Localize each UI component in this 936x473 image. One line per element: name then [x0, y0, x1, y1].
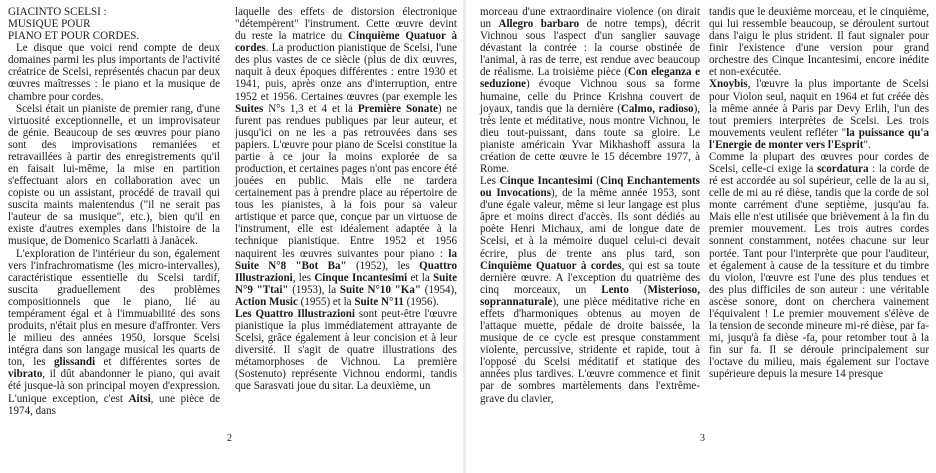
paragraph: morceau d'une extraordinaire violence (on dirait un Allegro barbaro de notre temps), décrit Vichnou sous l'aspect d'un sanglier sauvage dévastant la contrée : la course obstinée de l'animal, à ras de terre, est rendue avec beaucoup de réalisme. La troisième pièce (Con eleganza e seduzione) évoque Vichnou sous sa forme humaine, celle du Prince Krishna couvert de joyaux, tandis que la dernière (Calmo, radioso), très lente et méditative, nous montre Vichnou, le dieu tout-puissant, dans toute sa gloire. Le pianiste américain Yvar Mikhashoff assura la création de cette œuvre le 15 décembre 1977, à Rome.: [480, 6, 701, 176]
bold-title: Action Music: [235, 295, 298, 308]
bold-title: Allegro barbaro: [498, 18, 580, 31]
bold-title: la Suite N°8 "Bot Ba": [235, 247, 457, 272]
bold-title: Suite N°11: [354, 295, 404, 308]
left-column-2: [235, 6, 457, 393]
right-page: [468, 0, 936, 473]
bold-title: Lento: [601, 283, 629, 296]
bold-title: Con eleganza e seduzione: [480, 66, 700, 91]
bold-title: Les Quattro Illustrazioni: [235, 307, 355, 320]
paragraph: tandis que le deuxième morceau, et le cinquième, qui lui ressemble beaucoup, se déroulent surtout dans l'aigu le plus strident. Il faut signaler pour finir l'existence d'une version pour grand orchestre des Cinque Incantesimi, encore inédite et non-exécutée.: [709, 6, 929, 79]
right-column-2: [709, 6, 929, 380]
heading-subtitle-1: MUSIQUE POUR: [8, 18, 91, 31]
bold-title: Cinque Incantesimi: [499, 175, 593, 188]
heading-subtitle-2: PIANO ET POUR CORDES.: [8, 30, 140, 43]
bold-term: glissandi: [53, 356, 96, 369]
bold-title: Cinquième Quatuor à cordes: [480, 259, 622, 272]
paragraph: L'exploration de l'intérieur du son, également vers l'infrachromatisme (les micro-intervalles), caractéristique essentielle du Scelsi tardif, suscita graduellement des problèmes compositionnels que le piano, lié au tempérament égal et à l'immuabilité des sons produits, n'était plus en mesure d'affronter. Vers le milieu des années 1950, lorsque Scelsi intégra dans son langage musical les quarts de ton, les glissandi et différentes sortes de vibrato, il dût abandonner le piano, qui avait été jusque-là son principal moyen d'expression. L'unique exception, c'est Aitsi, une pièce de 1974, dans: [8, 247, 220, 417]
bold-title: Misterioso, soprannaturale: [480, 283, 700, 308]
gutter-divider: [463, 0, 466, 473]
paragraph: Comme la plupart des œuvres pour cordes de Scelsi, celle-ci exige la scordatura : la corde de ré est accordée au sol supérieur, celle de la au si, celle de mi au ré dièse, tandis que la corde de sol monte carrément d'une septième, jusqu'au fa. Mais elle n'est utilisée que brièvement à la fin du premier mouvement. Les trois autres cordes sonnent constamment, notées chacune sur leur portée. Tant pour l'interprète que pour l'auditeur, et également à cause de la tessiture et du timbre du violon, l'œuvre est l'une des plus tendues et des plus difficiles de son auteur : une véritable ascèse sonore, dont on cherchera vainement l'équivalent ! Le premier mouvement s'élève de la tension de seconde mineure mi-ré dièse, par fa-mi, jusqu'à fa dièse -fa, pour retomber tout à la fin sur fa. Il se déroule principalement sur l'octave du milieu, mais également sur l'octave supérieure depuis la mesure 14 presque: [709, 150, 929, 381]
bold-title: Première Sonate: [357, 102, 438, 115]
bold-title: Aitsi: [128, 392, 151, 405]
bold-title: Cinq Enchantements ou Invocations: [480, 175, 700, 200]
paragraph: Xnoybis, l'œuvre la plus importante de Scelsi pour Violon seul, naquit en 1964 et fut créée dès la même année à Paris par Devy Erlih, l'un des tout premiers interprètes de Scelsi. Les trois mouvements veulent refléter "la puissance qu'a l'Energie de monter vers l'Esprit".: [709, 78, 929, 151]
page-number: 2: [227, 433, 232, 444]
bold-title: Suite N°10 "Ka": [339, 283, 422, 296]
bold-term: scordatura: [817, 163, 869, 176]
bold-title: Quattro Illustrazioni: [235, 259, 457, 284]
paragraph: Les Quattro Illustrazioni sont peut-être l'œuvre pianistique la plus immédiatement attrayante de Scelsi, grâce également à leur concision et à leur diversité. Il s'agit de quatre illustrations des métamorphoses de Vichnou. La première (Sostenuto) représente Vichnou endormi, tandis que Sarasvati joue du sitar. La deuxième, un: [235, 307, 457, 393]
bold-title: Cinquième Quatuor à cordes: [235, 30, 457, 55]
bold-title: Cinque Incantesimi: [314, 271, 408, 284]
bold-title: Calmo, radioso: [620, 102, 694, 115]
bold-term: vibrato: [8, 368, 43, 381]
heading-composer: GIACINTO SCELSI :: [8, 6, 107, 18]
right-column-1: [480, 6, 700, 405]
left-column-1: [8, 6, 220, 417]
page-number: 3: [700, 433, 705, 444]
paragraph: Le disque que voici rend compte de deux domaines parmi les plus importants de l'activité créatrice de Scelsi, représentés chacun par deux œuvres maîtresses : le piano et la musique de chambre pour cordes.: [8, 42, 220, 103]
bold-title: Xnoybis: [709, 78, 748, 91]
left-page: [0, 0, 462, 473]
bold-title: Suite N°9 "Ttai": [235, 271, 457, 296]
bold-quote: la puissance qu'a l'Energie de monter vers l'Esprit: [709, 126, 929, 151]
bold-title: Suites: [235, 102, 264, 115]
paragraph: laquelle des effets de distorsion électronique "détempèrent" l'instrument. Cette œuvre devint du reste la matrice du Cinquième Quatuor à cordes. La production pianistique de Scelsi, l'une des plus vastes de ce siècle (plus de dix œuvres, naquit à deux époques différentes : entre 1930 et 1941, puis, après onze ans d'interruption, entre 1952 et 1956. Certaines œuvres (par exemple les Suites N°s 1,3 et 4 et la Première Sonate) ne furent pas rendues publiques par leur auteur, et jusqu'ici on ne les a pas retrouvées dans ses papiers. L'œuvre pour piano de Scelsi constitue la partie à ce jour la moins explorée de sa production, et certaines pages n'ont pas encore été jouées en public. Mais elle ne tardera certainement pas à prendre place au répertoire de tous les pianistes, à la fois pour sa valeur artistique et parce que, conçue par un virtuose de l'instrument, elle est idéalement adaptée à la technique pianistique. Entre 1952 et 1956 naquirent les œuvres suivantes pour piano : la Suite N°8 "Bot Ba" (1952), les Quattro Illustrazioni, les Cinque Incantesimi et la Suite N°9 "Ttai" (1953), la Suite N°10 "Ka" (1954), Action Music (1955) et la Suite N°11 (1956).: [235, 6, 457, 308]
paragraph: Scelsi était un pianiste de premier rang, d'une virtuosité exceptionnelle, et un improvisateur de génie. Beaucoup de ses œuvres pour piano sont des improvisations remaniées et retravaillées à partir des enregistrements qu'il en faisait lui-même, la mise en partition s'effectuant alors en collaboration avec un copiste ou un assistant, procédé de travail qui suscita maints malentendus ("il ne serait pas l'auteur de sa musique", etc.), bien qu'il en existe d'autres exemples dans l'histoire de la musique, de Domenico Scarlatti à Janàcek.: [8, 102, 220, 248]
paragraph: Les Cinque Incantesimi (Cinq Enchantements ou Invocations), de la même année 1953, sont d'une égale valeur, même si leur langage est plus âpre et moins direct d'accès. Ils sont dédiés au poète Henri Michaux, ami de longue date de Scelsi, et à la mémoire duquel celui-ci devait écrire, plus de trente ans plus tard, son Cinquième Quatuor à cordes, qui est sa toute dernière œuvre. A l'exception du quatrième des cinq morceaux, un Lento (Misterioso, soprannaturale), une pièce méditative riche en effets d'harmoniques obtenus au moyen de l'attaque muette, pédale de droite baissée, la musique de ce cycle est presque constamment violente, percussive, stridente et rapide, tout à l'opposé du Scelsi méditatif et statique des années plus tardives. L'œuvre commence et finit par de sombres martèlements dans l'extrême-grave du clavier,: [480, 175, 700, 405]
